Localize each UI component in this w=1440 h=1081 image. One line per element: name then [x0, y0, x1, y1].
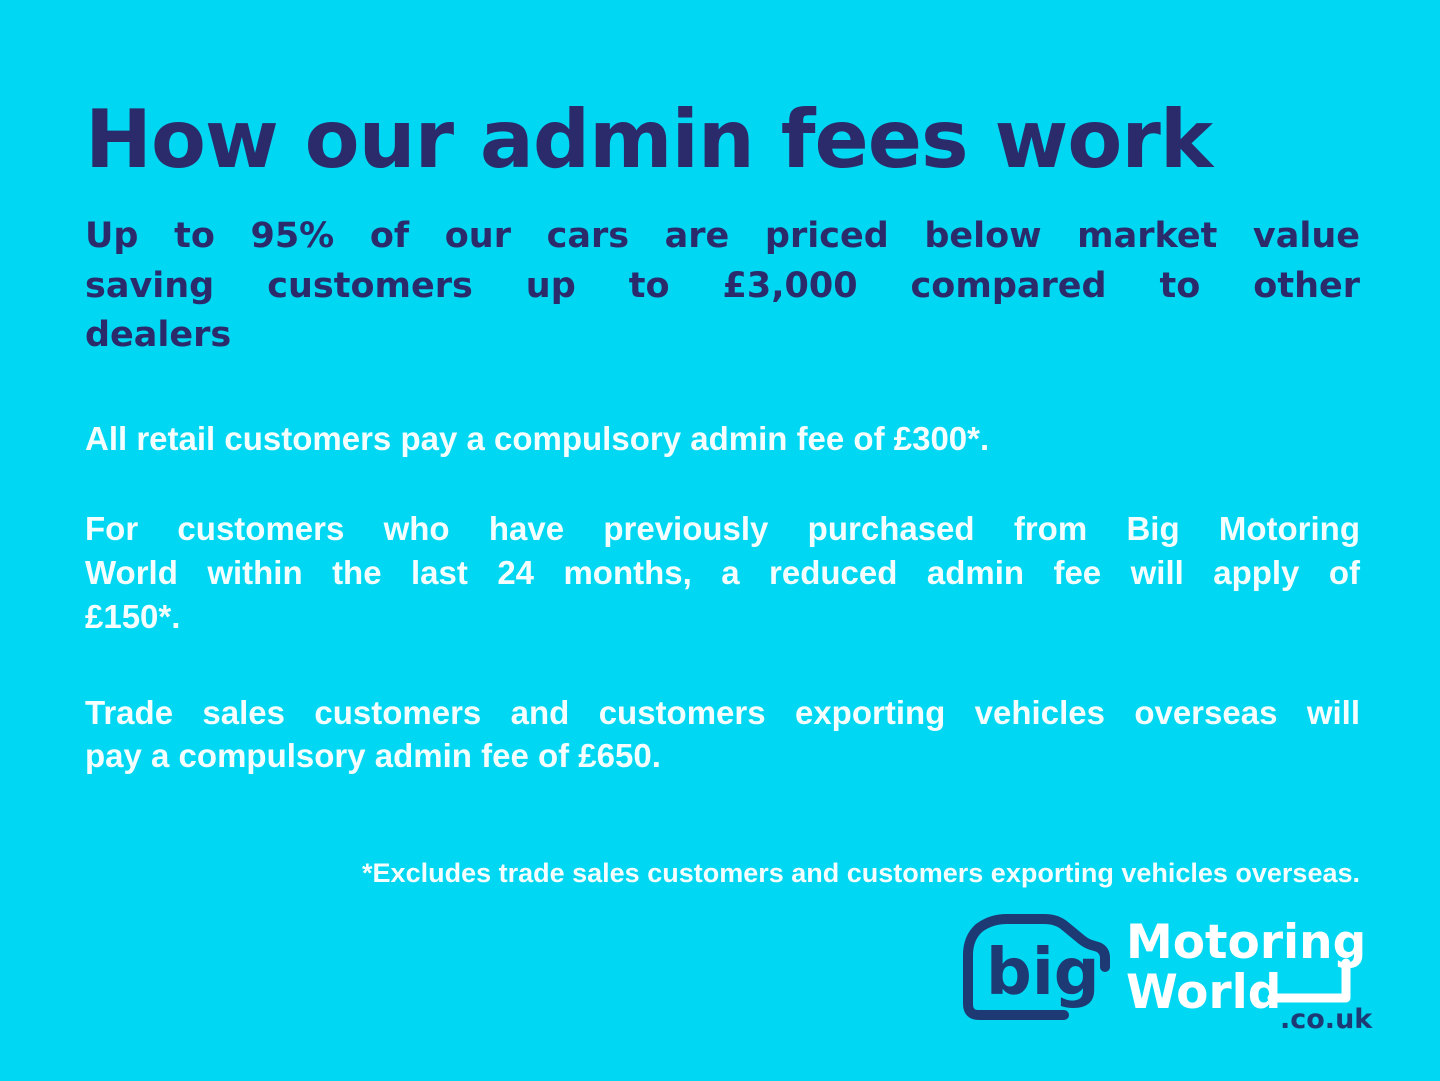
big-motoring-world-logo	[958, 901, 1398, 1033]
subtitle-line-1: Up to 95% of our cars are priced below market value	[85, 216, 1360, 256]
paragraph-trade-export-fee	[85, 691, 1360, 779]
paragraph-trade-line-2: pay a compulsory admin fee of £650.	[85, 737, 661, 775]
subtitle	[85, 212, 1360, 361]
page-title: How our admin fees work	[85, 93, 1213, 186]
paragraph-trade-line-1: Trade sales customers and customers exporting vehicles overseas will	[85, 693, 1360, 731]
paragraph-repeat-customer-fee	[85, 507, 1360, 639]
logo	[85, 901, 1398, 1033]
paragraph-repeat-line-1: For customers who have previously purchased from Big Motoring	[85, 509, 1360, 547]
subtitle-line-3: dealers	[85, 315, 232, 356]
paragraph-repeat-line-3: £150*.	[85, 597, 181, 635]
paragraph-retail-fee: All retail customers pay a compulsory admin fee of £300*.	[85, 420, 990, 458]
logo-world-text: World	[1126, 965, 1282, 1021]
subtitle-line-2: saving customers up to £3,000 compared to other	[85, 265, 1360, 306]
logo-motoring-text: Motoring	[1126, 915, 1367, 971]
footnote: *Excludes trade sales customers and customers exporting vehicles overseas.	[362, 858, 1360, 889]
paragraph-repeat-line-2: World within the last 24 months, a reduced admin fee will apply of	[85, 553, 1360, 591]
logo-domain-suffix: .co.uk	[1280, 1004, 1373, 1034]
logo-big-text: big	[986, 936, 1100, 1011]
